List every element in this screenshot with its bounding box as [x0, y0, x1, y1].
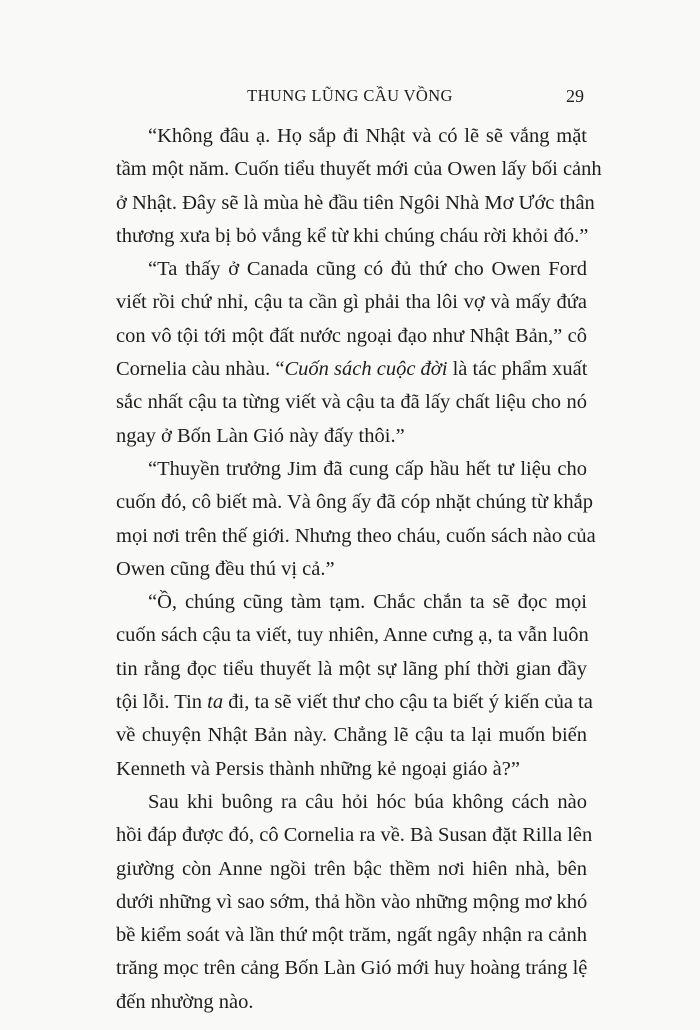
- text-line: về chuyện Nhật Bản này. Chẳng lẽ cậu ta lại muốn biến: [116, 724, 587, 747]
- text-line: trăng mọc trên cảng Bốn Làn Gió mới huy hoàng tráng lệ: [116, 957, 588, 980]
- page-number: 29: [566, 86, 584, 106]
- text-run: Cornelia càu nhàu. “: [116, 358, 285, 381]
- text-line: viết rồi chứ nhỉ, cậu ta cần gì phải tha lôi vợ và mấy đứa: [116, 291, 587, 314]
- text-line: đến nhường nào.: [116, 990, 254, 1013]
- text-line: dưới những vì sao sớm, thả hồn vào những mộng mơ khó: [116, 890, 588, 913]
- text-line: giường còn Anne ngồi trên bậc thềm nơi hiên nhà, bên: [116, 857, 587, 880]
- text-line: “Thuyền trưởng Jim đã cung cấp hầu hết tư liệu cho: [148, 457, 587, 480]
- text-line: hồi đáp được đó, cô Cornelia ra về. Bà Susan đặt Rilla lên: [116, 824, 593, 847]
- text-line: con vô tội tới một đất nước ngoại đạo như Nhật Bản,” cô: [116, 324, 587, 347]
- text-run: đi, ta sẽ viết thư cho cậu ta biết ý kiến của ta: [223, 691, 593, 714]
- text-line: bề kiểm soát và lần thứ một trăm, ngất ngây nhận ra cảnh: [116, 924, 587, 947]
- paragraph: [116, 586, 593, 786]
- text-line: ở Nhật. Đây sẽ là mùa hè đầu tiên Ngôi Nhà Mơ Ước thân: [116, 191, 595, 214]
- text-run: là tác phẩm xuất: [447, 358, 588, 381]
- text-line: Kenneth và Persis thành những kẻ ngoại giáo à?”: [116, 757, 520, 780]
- text-line: thương xưa bị bỏ vắng kể từ khi chúng cháu rời khỏi đó.”: [116, 224, 589, 247]
- text-line: mọi nơi trên thế giới. Nhưng theo cháu, cuốn sách nào của: [116, 524, 596, 547]
- body-text: [116, 120, 602, 1019]
- paragraph: [116, 253, 587, 453]
- text-line: Owen cũng đều thú vị cả.”: [116, 557, 335, 580]
- emphasis-italic: ta: [207, 691, 224, 714]
- text-line: “Không đâu ạ. Họ sắp đi Nhật và có lẽ sẽ vắng mặt: [148, 125, 587, 147]
- text-line: “Ồ, chúng cũng tàm tạm. Chắc chắn ta sẽ đọc mọi: [148, 591, 587, 614]
- text-line: Sau khi buông ra câu hỏi hóc búa không cách nào: [148, 790, 587, 813]
- paragraph: [116, 120, 602, 253]
- book-title: THUNG LŨNG CẦU VỒNG: [247, 86, 453, 105]
- text-line: sắc nhất cậu ta từng viết và cậu ta đã lấy chất liệu cho nó: [116, 391, 587, 414]
- text-line: tầm một năm. Cuốn tiểu thuyết mới của Owen lấy bối cảnh: [116, 158, 602, 181]
- text-line: ngay ở Bốn Làn Gió này đấy thôi.”: [116, 424, 405, 447]
- paragraph: [116, 453, 596, 586]
- running-header: [0, 84, 700, 108]
- text-line: tin rằng đọc tiểu thuyết là một sự lãng phí thời gian đầy: [116, 657, 587, 680]
- book-title-italic: Cuốn sách cuộc đời: [284, 358, 448, 381]
- text-line: “Ta thấy ở Canada cũng có đủ thứ cho Owen Ford: [148, 258, 587, 281]
- text-line: cuốn đó, cô biết mà. Và ông ấy đã cóp nhặt chúng từ khắp: [116, 491, 593, 514]
- text-line: cuốn sách cậu ta viết, tuy nhiên, Anne cưng ạ, ta vẫn luôn: [116, 624, 589, 647]
- paragraph: [116, 786, 593, 1019]
- text-run: tội lỗi. Tin: [116, 691, 208, 714]
- text-line: [116, 353, 587, 386]
- text-line: [116, 686, 593, 719]
